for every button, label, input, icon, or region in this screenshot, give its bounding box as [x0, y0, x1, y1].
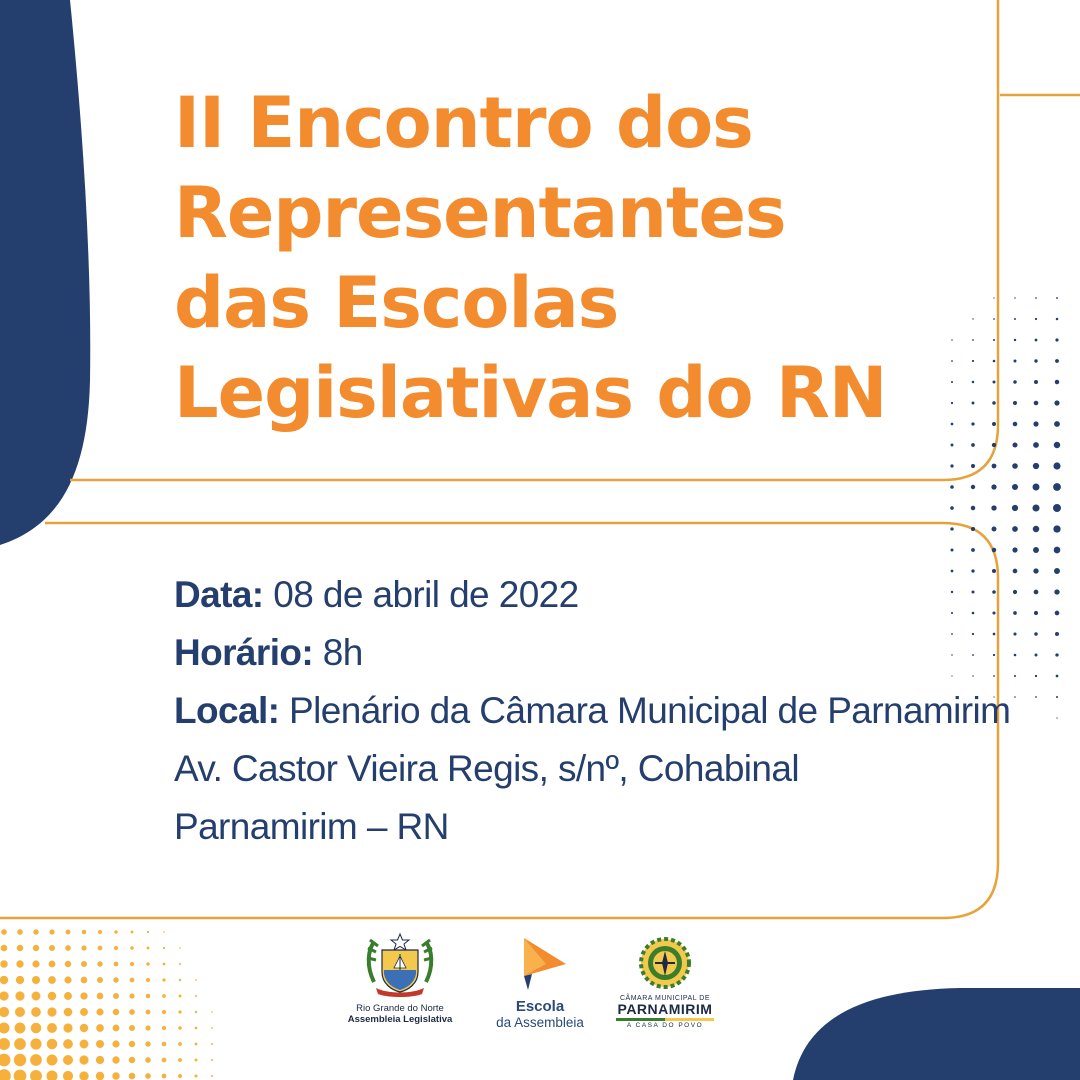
event-title — [174, 78, 974, 438]
assembleia-logo — [330, 932, 470, 1025]
event-details — [174, 566, 1011, 856]
camara-gear-emblem-icon — [638, 936, 692, 990]
escola-logo — [490, 936, 590, 1030]
date-value: 08 de abril de 2022 — [263, 574, 579, 615]
escola-subtitle: da Assembleia — [496, 1015, 584, 1030]
camara-slogan: A CASA DO POVO — [626, 1022, 704, 1029]
camara-top-text: CÂMARA MUNICIPAL DE — [619, 995, 710, 1002]
date-label: Data: — [174, 574, 264, 615]
place-value: Plenário da Câmara Municipal de Parnamirim — [279, 690, 1011, 731]
time-row — [174, 624, 974, 682]
title-line: Representantes — [174, 172, 786, 254]
time-value: 8h — [313, 632, 363, 673]
camara-name: PARNAMIRIM — [617, 1001, 713, 1017]
escola-name: Escola — [515, 998, 565, 1015]
navy-blob-bottom-right — [793, 988, 1080, 1080]
address-line-1: Av. Castor Vieira Regis, s/nº, Cohabinal — [174, 748, 799, 789]
assembleia-caption-2: Assembleia Legislativa — [347, 1014, 453, 1025]
title-line: das Escolas — [174, 262, 619, 344]
place-label: Local: — [174, 690, 280, 731]
title-line: II Encontro dos — [174, 82, 753, 164]
address-line-2: Parnamirim – RN — [174, 806, 449, 847]
title-line: Legislativas do RN — [174, 352, 887, 434]
navy-blob-top-left — [0, 0, 90, 545]
date-row — [174, 566, 974, 624]
camara-logo — [610, 936, 720, 1029]
halftone-dots-bottom-left — [0, 929, 213, 1080]
escola-play-arrow-icon — [510, 936, 570, 994]
state-coat-of-arms-icon — [360, 932, 440, 998]
camara-color-bar — [616, 1018, 714, 1021]
time-label: Horário: — [174, 632, 314, 673]
sponsor-logos — [330, 932, 730, 1032]
assembleia-caption-1: Rio Grande do Norte — [356, 1003, 444, 1014]
place-row — [174, 682, 1011, 740]
